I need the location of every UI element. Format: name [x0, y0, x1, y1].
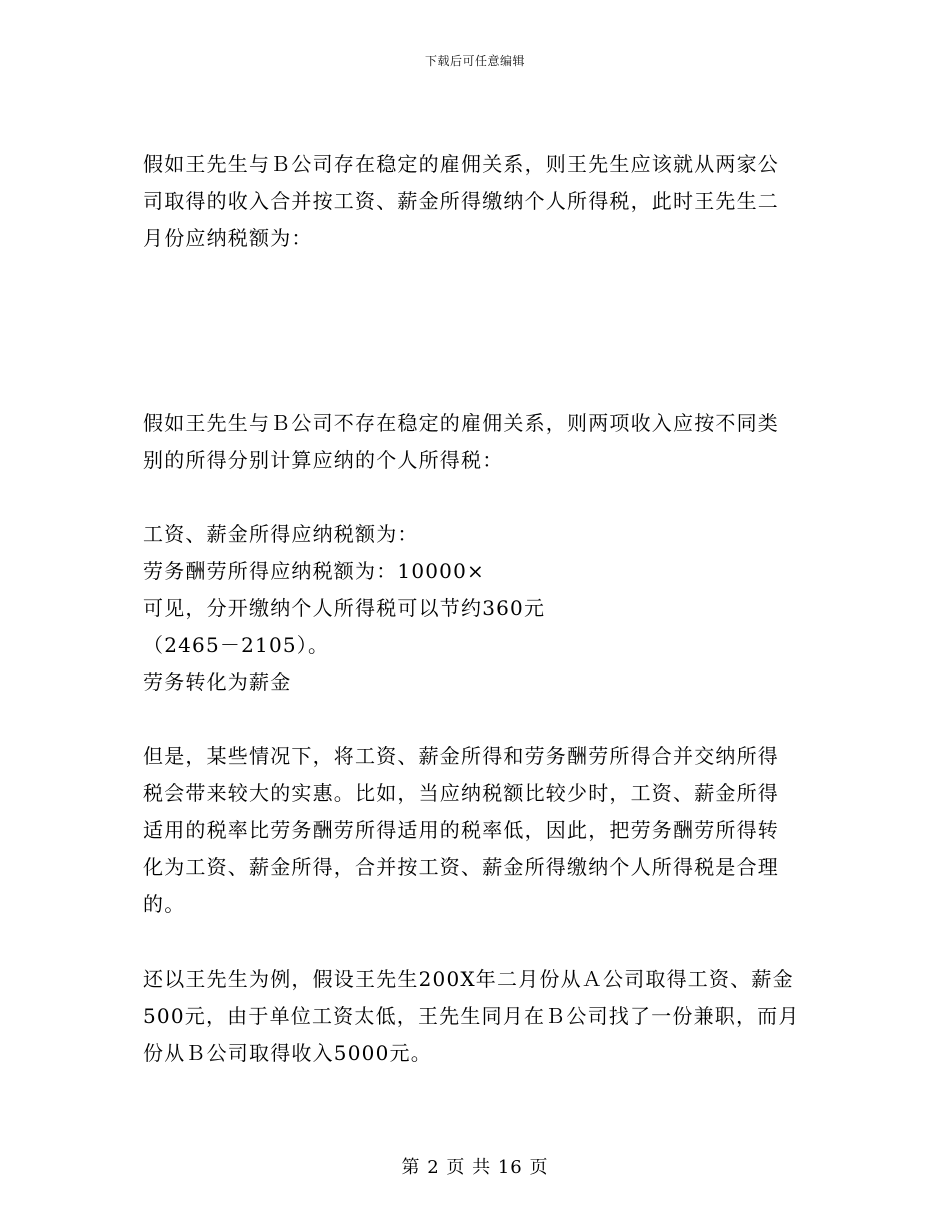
- section-heading: 劳务转化为薪金: [143, 670, 292, 694]
- text-line: 的。: [143, 892, 186, 916]
- text-line: 但是，某些情况下，将工资、薪金所得和劳务酬劳所得合并交纳所得: [143, 744, 779, 768]
- page-footer: 第 2 页 共 16 页: [401, 1157, 549, 1178]
- text-line: 适用的税率比劳务酬劳所得适用的税率低，因此，把劳务酬劳所得转: [143, 818, 779, 842]
- paragraph-no-employment-relation: [143, 405, 803, 479]
- text-line: 假如王先生与Ｂ公司不存在稳定的雇佣关系，则两项收入应按不同类: [143, 411, 779, 435]
- text-line: 税会带来较大的实惠。比如，当应纳税额比较少时，工资、薪金所得: [143, 781, 779, 805]
- text-line: 份从Ｂ公司取得收入5000元。: [143, 1041, 432, 1065]
- paragraph-tax-calculation: [143, 516, 803, 701]
- page-header: 下载后可任意编辑: [424, 54, 525, 68]
- text-line: 化为工资、薪金所得，合并按工资、薪金所得缴纳个人所得税是合理: [143, 855, 779, 879]
- text-line: 司取得的收入合并按工资、薪金所得缴纳个人所得税，此时王先生二: [143, 189, 779, 213]
- text-line: （2465－2105）。: [143, 633, 330, 657]
- text-line: 假如王先生与Ｂ公司存在稳定的雇佣关系，则王先生应该就从两家公: [143, 152, 779, 176]
- text-line: 别的所得分别计算应纳的个人所得税：: [143, 448, 504, 472]
- text-line: 500元，由于单位工资太低，王先生同月在Ｂ公司找了一份兼职，而月: [143, 1004, 800, 1028]
- paragraph-combined-benefit: [143, 738, 803, 923]
- paragraph-employment-relation: [143, 146, 803, 257]
- text-line: 劳务酬劳所得应纳税额为：10000×: [143, 559, 485, 583]
- text-line: 月份应纳税额为：: [143, 226, 313, 250]
- text-line: 还以王先生为例，假设王先生200X年二月份从Ａ公司取得工资、薪金: [143, 967, 794, 991]
- text-line: 可见，分开缴纳个人所得税可以节约360元: [143, 596, 546, 620]
- paragraph-example: [143, 961, 803, 1072]
- text-line: 工资、薪金所得应纳税额为：: [143, 522, 419, 546]
